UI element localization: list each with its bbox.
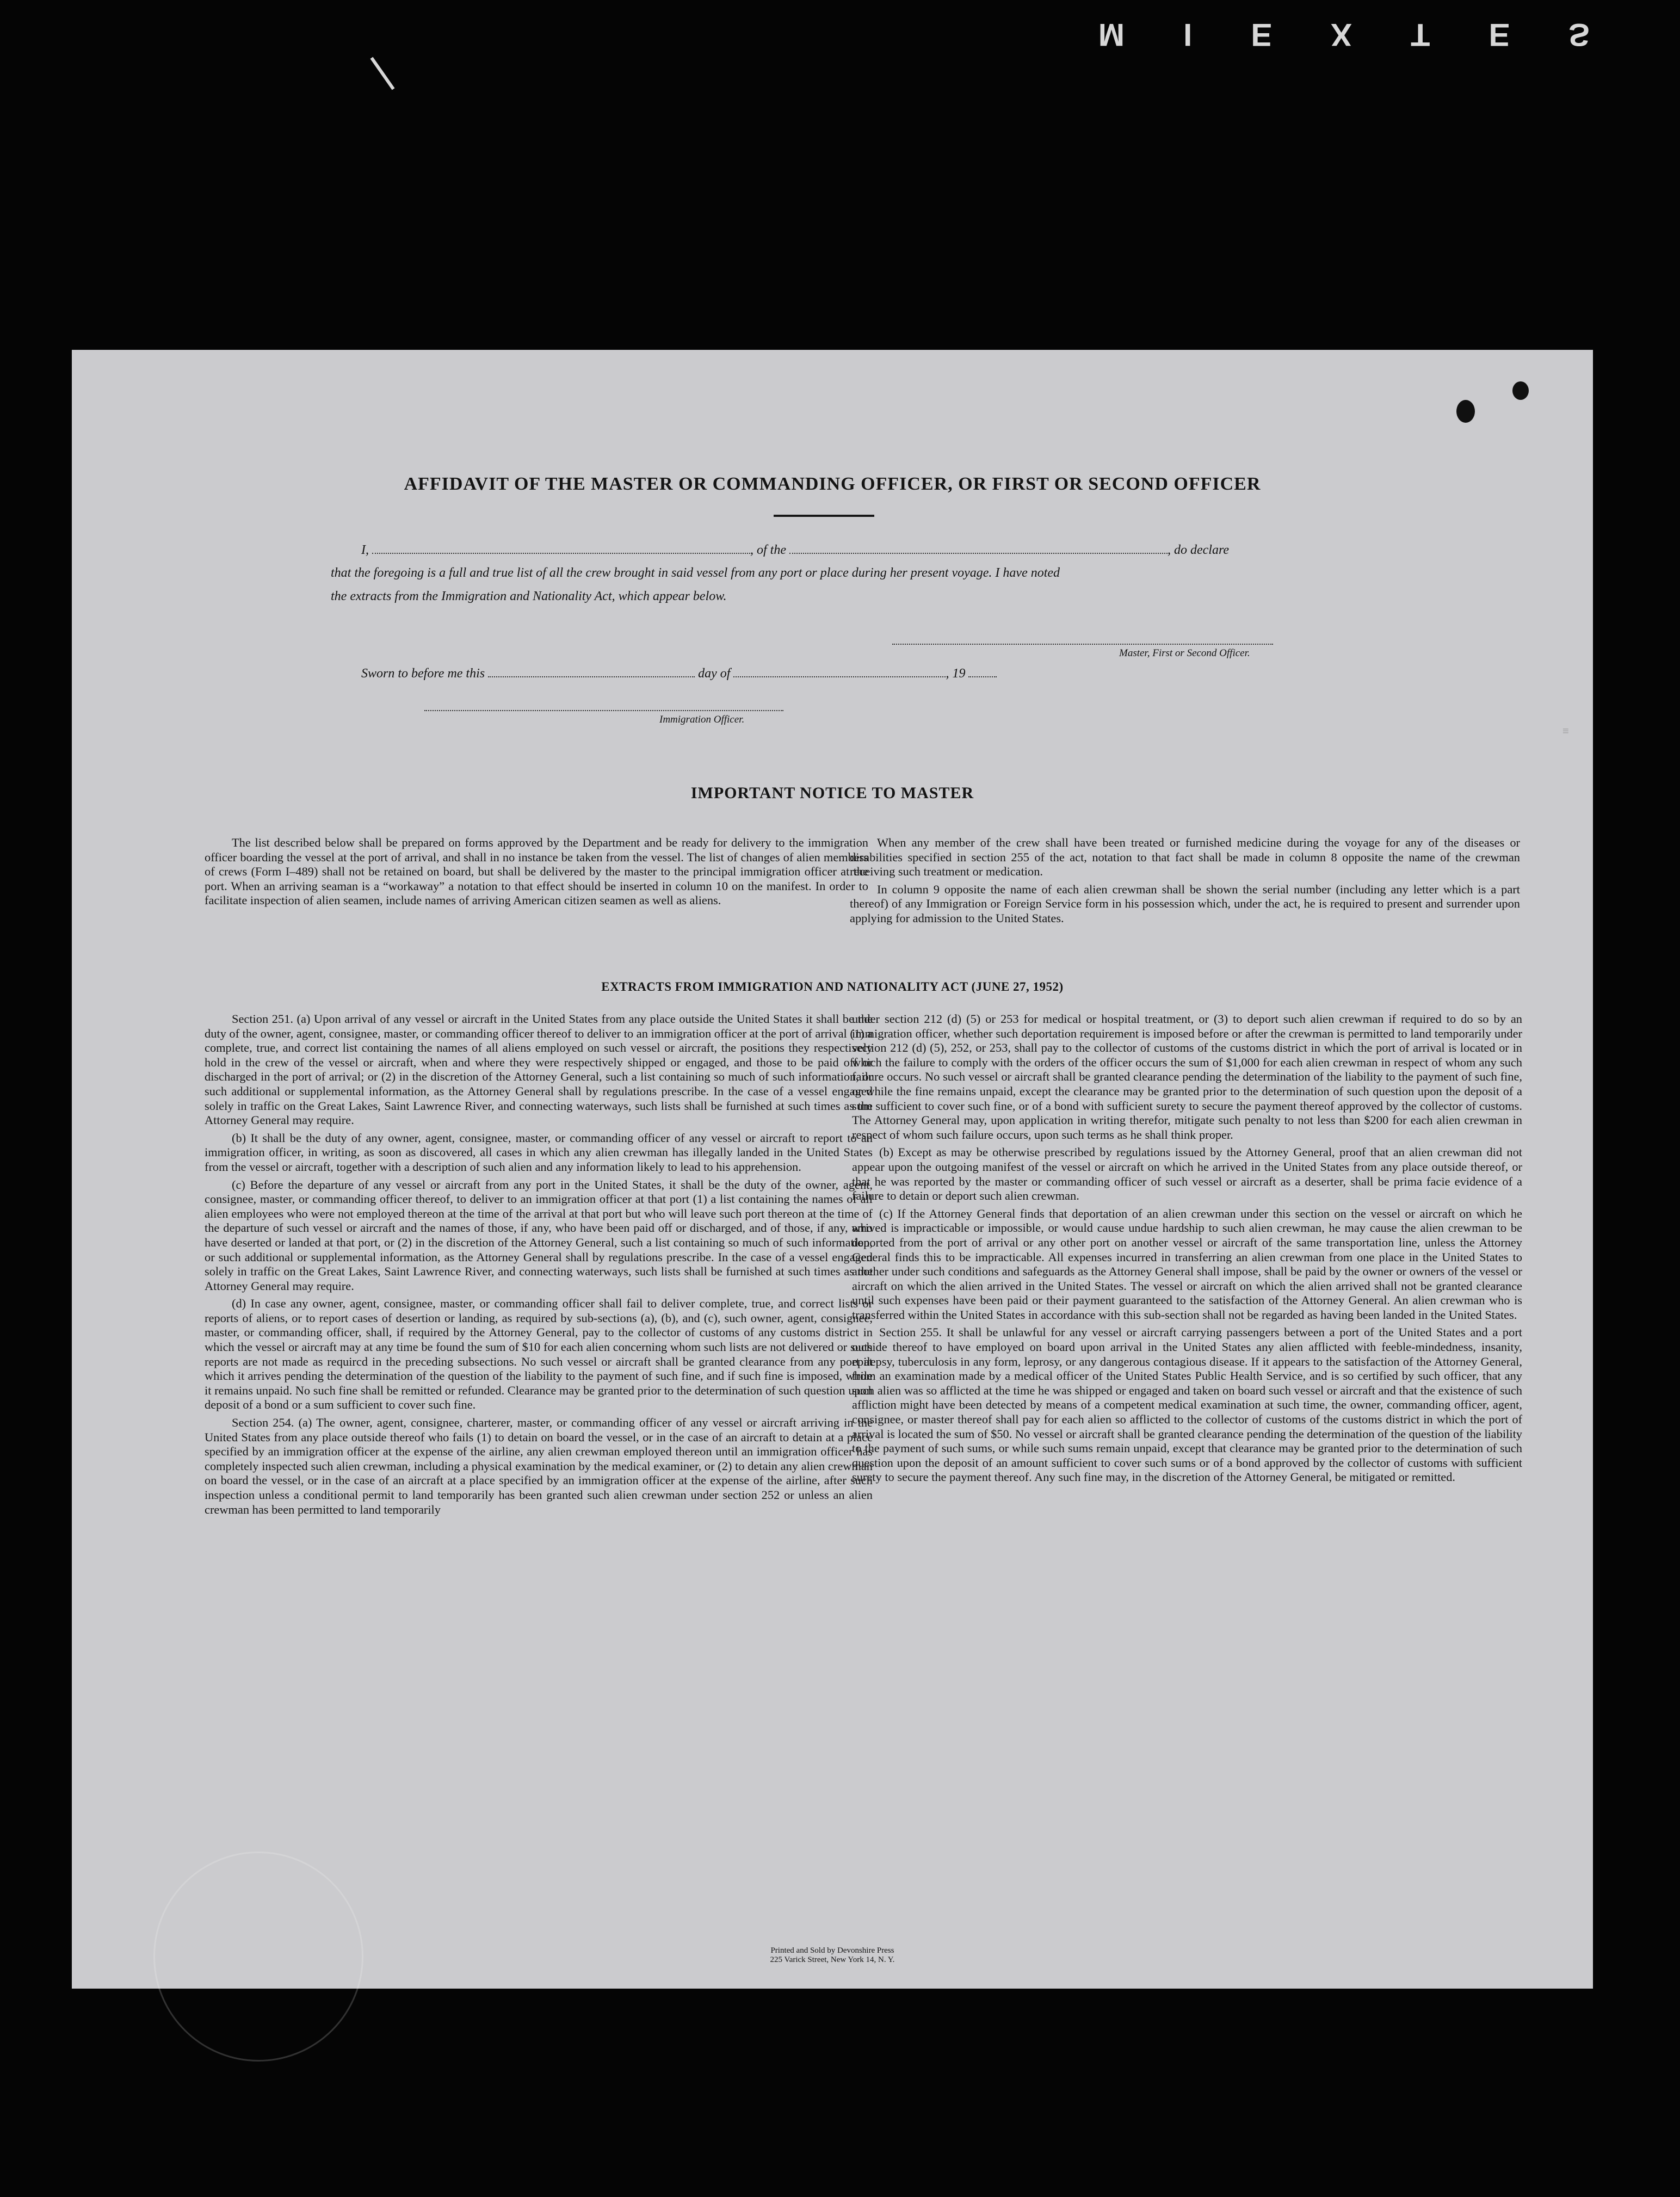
- master-signature-caption: Master, First or Second Officer.: [1119, 647, 1250, 659]
- statute-paragraph: under section 212 (d) (5) or 253 for medical or hospital treatment, or (3) to deport such alien crewman if required to do so by an immigration officer, whether such deportation requirement is imposed before or after the crewman is permitted to land temporarily under section 212 (d) (5), 252, or 253, shall pay to the collector of customs of the customs district in which the port of arrival is located or in which the failure to comply with the orders of the officer occurs the sum of $1,000 for each alien crewman in respect of whom any such failure occurs. No such vessel or aircraft shall be granted clearance pending the determination of the liability to the payment of such fine, or while the fine remains unpaid, except the clearance may be granted prior to the determination of such question upon the deposit of a sum sufficient to cover such fine, or of a bond with sufficient surety to secure the payment thereof approved by the collector of customs. The Attorney General may, upon application in writing therefor, mitigate such penalty to not less than $200 for each alien crewman in respect of whom such failure occurs, upon such terms as he shall think proper.: [852, 1012, 1522, 1141]
- statute-paragraph: (c) If the Attorney General finds that deportation of an alien crewman under this section on the vessel or aircraft on which he arrived is impracticable or impossible, or would cause undue hardship to such alien crewman, he may cause the alien crewman to be deported from the port of arrival or any other port on another vessel or aircraft of the same transportation line, unless the Attorney General finds this to be impracticable. All expenses incurred in transferring an alien crewman from one place in the United States to another under such conditions and safeguards as the Attorney General shall impose, shall be paid by the owner or owners of the vessel or aircraft on which the alien arrived in the United States. The vessel or aircraft on which the alien arrived shall not be granted clearance until such expenses have been paid or their payment guaranteed to the satisfaction of the Attorney General. An alien crewman who is transferred within the United States in accordance with this sub-section shall not be regarded as having been landed in the United States.: [852, 1206, 1522, 1322]
- declaration-line-1: [361, 543, 1229, 558]
- notice-right-column: [850, 836, 1520, 929]
- title-rule: [774, 515, 874, 517]
- notice-title: IMPORTANT NOTICE TO MASTER: [690, 784, 974, 802]
- statute-paragraph: Section 255. It shall be unlawful for any vessel or aircraft carrying passengers between a port of the United States and a port outside thereof to have employed on board upon arrival in the United States any alien afflicted with feeble-mindedness, insanity, epilepsy, tuberculosis in any form, leprosy, or any dangerous contagious disease. If it appears to the satisfaction of the Attorney General, from an examination made by a medical officer of the United States Public Health Service, and is so certified by such officer, that any such alien was so afflicted at the time he was shipped or engaged and taken on board such vessel or aircraft and that the existence of such affliction might have been detected by means of a competent medical examination at such time, the owner, commanding officer, agent, consignee, or master thereof shall pay for each alien so afflicted to the collector of customs of the customs district in which the port of arrival is located the sum of $50. No vessel or aircraft shall be granted clearance pending the determination of the question of the liability to the payment of such sums, or while such sums remain unpaid, except that clearance may be granted prior to the determination of such question upon the deposit of an amount sufficient to cover such sums or of a bond approved by the collector of customs with sufficient surety to secure the payment thereof. Any such fine may, in the discretion of the Attorney General, be mitigated or remitted.: [852, 1325, 1522, 1484]
- notice-paragraph: When any member of the crew shall have been treated or furnished medicine during the voyage for any of the diseases or disabilities specified in section 255 of the act, notation to that fact shall be made in column 8 opposite the name of the crewman receiving such treatment or medication.: [850, 836, 1520, 879]
- year-label: , 19: [946, 666, 966, 681]
- day-of-label: day of: [698, 666, 731, 681]
- imprint-line-1: Printed and Sold by Devonshire Press: [770, 1946, 894, 1955]
- notice-paragraph: The list described below shall be prepared on forms approved by the Department and be ready for delivery to the immigration officer boarding the vessel at the port of arrival, and shall in no instance be taken from the vessel. The list of changes of alien members of crews (Form I–489) shall not be retained on board, but shall be delivered by the master to the principal immigration officer at the port. When an arriving seaman is a “workaway” a notation to that effect should be inserted in column 10 on the manifest. In order to facilitate inspection of alien seamen, include names of arriving American citizen seamen as well as aliens.: [205, 836, 868, 908]
- extracts-title: EXTRACTS FROM IMMIGRATION AND NATIONALITY ACT (JUNE 27, 1952): [601, 980, 1064, 993]
- sworn-label: Sworn to before me this: [361, 666, 485, 681]
- sworn-line: [361, 666, 997, 681]
- printer-imprint: [72, 1946, 1593, 1965]
- ink-blot: [1512, 381, 1529, 400]
- film-scratch: [370, 57, 394, 90]
- vessel-blank: [789, 553, 1168, 554]
- manifest-back-page: [72, 350, 1593, 1989]
- statute-paragraph: Section 251. (a) Upon arrival of any vessel or aircraft in the United States from any place outside the United States it shall be the duty of the owner, agent, consignee, master, or commanding officer thereof to deliver to an immigration officer at the port of arrival (1) a complete, true, and correct list containing the names of all aliens employed on such vessel or aircraft, the positions they respectively hold in the crew of the vessel or aircraft, when and where they were respectively shipped or engaged, and those to be paid off or discharged in the port of arrival; or (2) in the discretion of the Attorney General, such a list containing so much of such information, or such additional or supplemental information, as the Attorney General shall by regulations prescribe. In the case of a vessel engaged solely in traffic on the Great Lakes, Saint Lawrence River, and connecting waterways, such lists shall be furnished at such times as the Attorney General may require.: [205, 1012, 873, 1127]
- statute-paragraph: Section 254. (a) The owner, agent, consignee, charterer, master, or commanding officer of any vessel or aircraft arriving in the United States from any place outside thereof who fails (1) to detain on board the vessel, or in the case of an aircraft to detain at a place specified by an immigration officer at the expense of the airline, any alien crewman employed thereon until an immigration officer has completely inspected such alien crewman, including a physical examination by the medical examiner, or (2) to detain any alien crewman on board the vessel, or in the case of an aircraft at a place specified by an immigration officer at the expense of the airline, after such inspection unless a conditional permit to land temporarily has been granted such alien crewman under section 252 or unless an alien crewman has been permitted to land temporarily: [205, 1416, 873, 1516]
- extracts-right-column: [852, 1012, 1522, 1488]
- affidavit-title: AFFIDAVIT OF THE MASTER OR COMMANDING OFFICER, OR FIRST OR SECOND OFFICER: [404, 474, 1261, 494]
- master-signature-line: [892, 644, 1273, 645]
- sworn-month-blank: [733, 676, 946, 677]
- statute-paragraph: (d) In case any owner, agent, consignee, master, or commanding officer shall fail to deliver complete, true, and correct lists or reports of aliens, or to report cases of desertion or landing, as required by sub-sections (a), (b), and (c), such owner, agent, consignee, master, or commanding officer, shall, if required by the Attorney General, pay to the collector of customs of any customs district in which the vessel or aircraft may at any time be found the sum of $10 for each alien concerning whom such lists are not delivered or such reports are not made as requircd in the preceding subsections. No such vessel or aircraft shall be granted clearance from any port at which it arrives pending the determination of the question of the liability to the payment of such fine, and if such fine is imposed, while it remains unpaid. No such fine shall be remitted or refunded. Clearance may be granted prior to the determination of such question upon deposit of a bond or a sum sufficient to cover such fine.: [205, 1297, 873, 1412]
- bleed-through-mark: ≡: [1562, 725, 1569, 737]
- film-frame-marking: M I E X T E S: [1098, 17, 1615, 52]
- notice-paragraph: In column 9 opposite the name of each alien crewman shall be shown the serial number (including any letter which is a part thereof) of any Immigration or Foreign Service form in his possession which, under the act, he is required to present and surrender upon applying for admission to the United States.: [850, 882, 1520, 925]
- officer-signature-line: [424, 710, 783, 711]
- declaration-of-the-label: , of the: [750, 543, 786, 557]
- notice-left-column: [205, 836, 868, 911]
- declaration-line-2: that the foregoing is a full and true list of all the crew brought in said vessel from any port or place during her present voyage. I have noted: [331, 566, 1060, 580]
- imprint-line-2: 225 Varick Street, New York 14, N. Y.: [770, 1955, 895, 1964]
- officer-signature-caption: Immigration Officer.: [659, 714, 745, 725]
- statute-paragraph: (c) Before the departure of any vessel or aircraft from any port in the United States, it shall be the duty of the owner, agent, consignee, master, or commanding officer thereof, to deliver to an immigration officer at that port (1) a list containing the names of all alien employees who were not employed thereon at the time of the arrival at that port but who will leave such port thereon at the time of the departure of such vessel or aircraft and the names of those, if any, who have been paid off or discharged, and of those, if any, who have deserted or landed at that port, or (2) in the discretion of the Attorney General, such a list containing so much of such information, or such additional or supplemental information, as the Attorney General shall by regulations prescribe. In the case of a vessel engaged solely in traffic on the Great Lakes, Saint Lawrence River, and connecting waterways, such lists shall be furnished at such times as the Attorney General may require.: [205, 1177, 873, 1293]
- sworn-day-blank: [488, 676, 695, 677]
- statute-paragraph: (b) It shall be the duty of any owner, agent, consignee, master, or commanding officer of any vessel or aircraft to report to an immigration officer, in writing, as soon as discovered, all cases in which any alien crewman has illegally landed in the United States from the vessel or aircraft, together with a description of such alien and any information likely to lead to his apprehension.: [205, 1131, 873, 1174]
- name-blank: [372, 553, 750, 554]
- declaration-i-label: I,: [361, 543, 369, 557]
- extracts-left-column: [205, 1012, 873, 1520]
- declaration-line-3: the extracts from the Immigration and Nationality Act, which appear below.: [331, 589, 727, 603]
- declaration-do-declare-label: , do declare: [1168, 543, 1230, 557]
- ink-blot: [1456, 400, 1475, 423]
- sworn-year-blank: [968, 676, 997, 677]
- statute-paragraph: (b) Except as may be otherwise prescribed by regulations issued by the Attorney General, proof that an alien crewman did not appear upon the outgoing manifest of the vessel or aircraft on which he arrived in the United States from any place outside thereof, or that he was reported by the master or commanding officer of such vessel or aircraft as a deserter, shall be prima facie evidence of a failure to detain or deport such alien crewman.: [852, 1145, 1522, 1203]
